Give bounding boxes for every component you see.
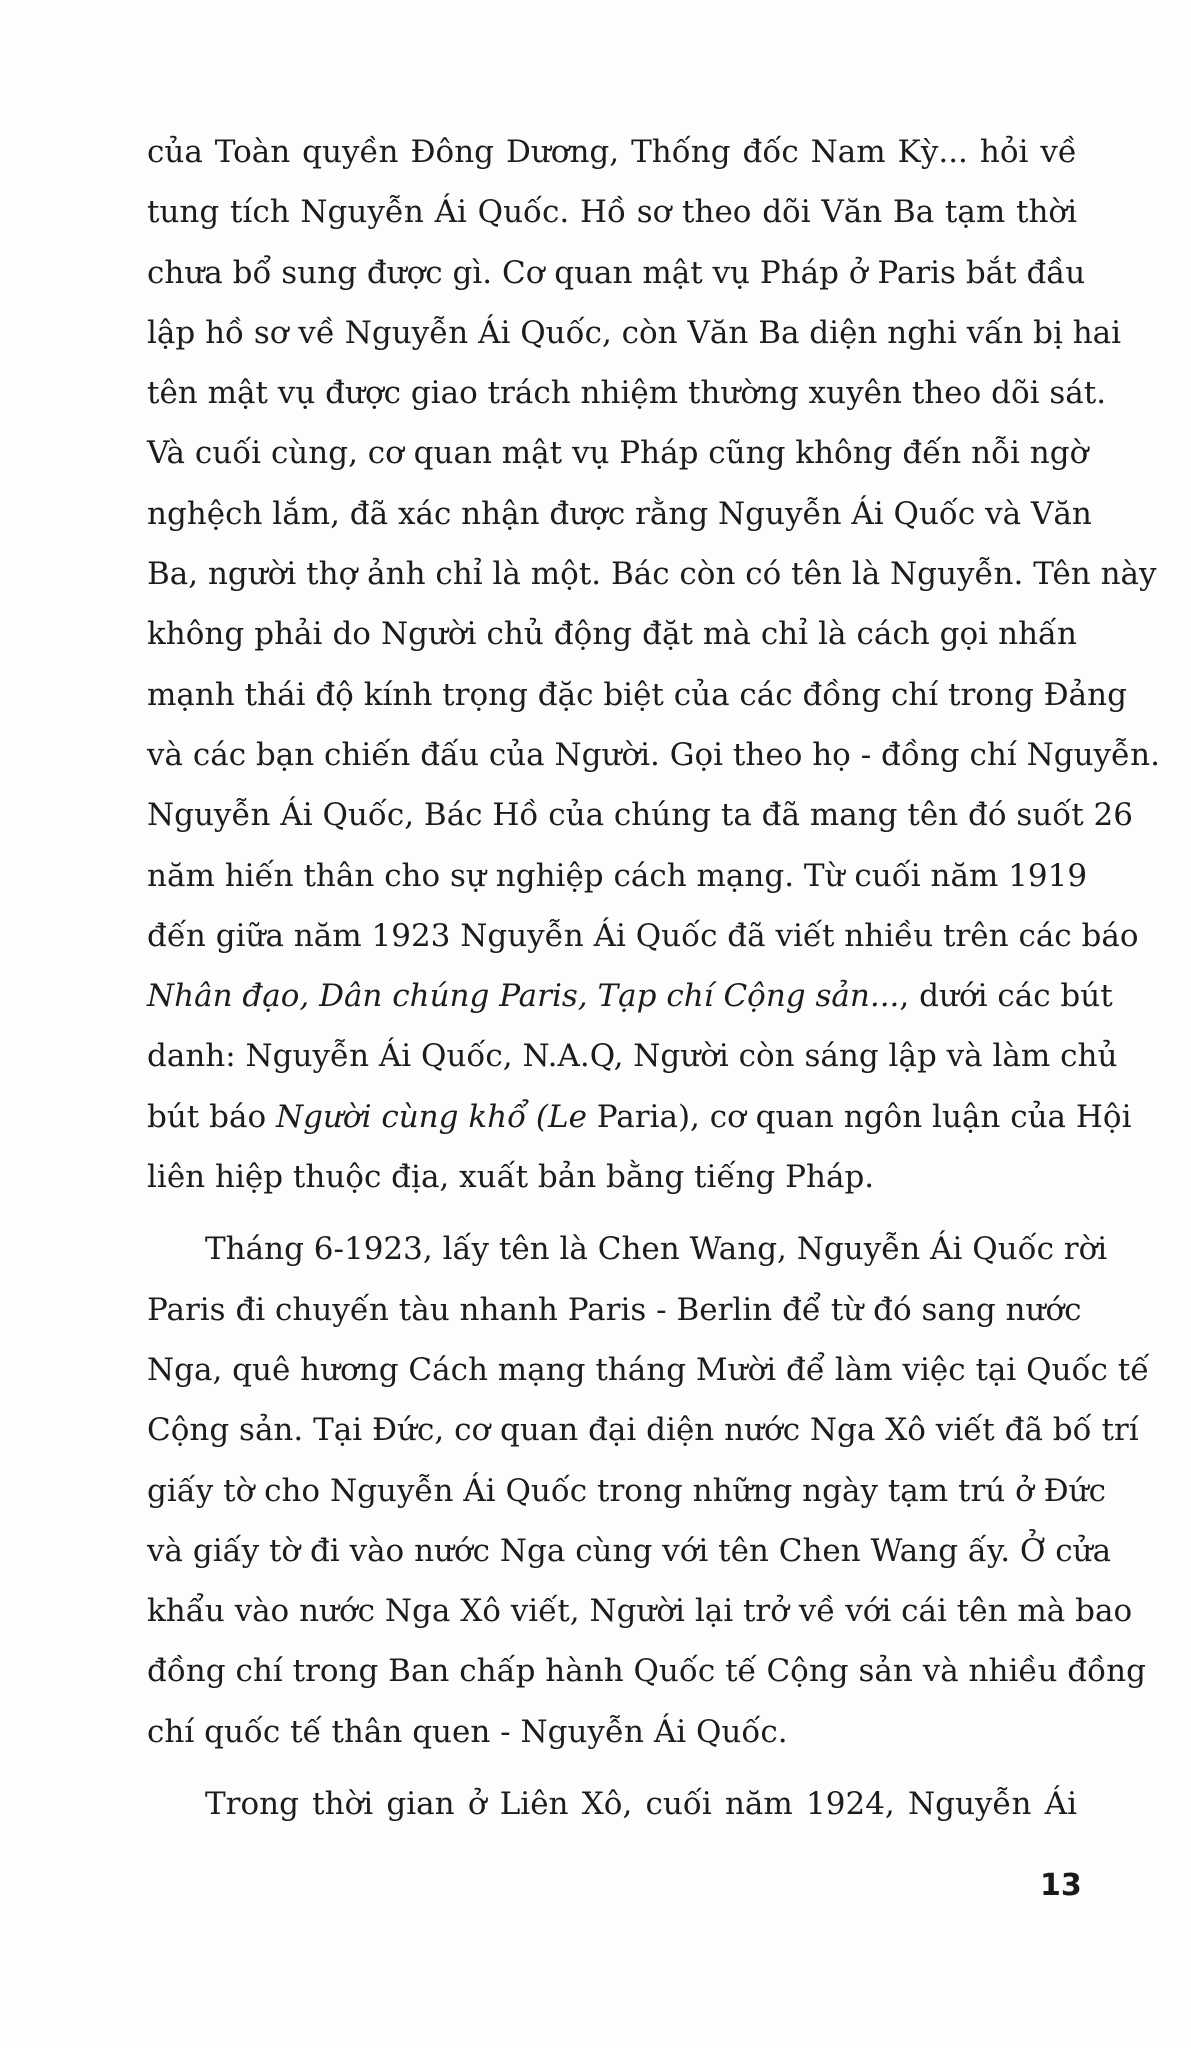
text-line: đến giữa năm 1923 Nguyễn Ái Quốc đã viết nhiều trên các báo — [147, 917, 1139, 954]
text-line: Ba, người thợ ảnh chỉ là một. Bác còn có tên là Nguyễn. Tên này — [147, 556, 1157, 593]
text-line — [147, 1087, 1132, 1147]
text-line: và giấy tờ đi vào nước Nga cùng với tên Chen Wang ấy. Ở cửa — [147, 1532, 1112, 1569]
body-text — [147, 122, 1160, 1834]
text-line: khẩu vào nước Nga Xô viết, Người lại trở về với cái tên mà bao — [147, 1593, 1133, 1630]
text-line: tên mật vụ được giao trách nhiệm thường xuyên theo dõi sát. — [147, 375, 1107, 412]
text-line: năm hiến thân cho sự nghiệp cách mạng. Từ cuối năm 1919 — [147, 857, 1088, 894]
text-line: Và cuối cùng, cơ quan mật vụ Pháp cũng không đến nỗi ngờ — [147, 435, 1089, 472]
text-line: liên hiệp thuộc địa, xuất bản bằng tiếng Pháp. — [147, 1159, 875, 1196]
text-line: Paris đi chuyến tàu nhanh Paris - Berlin để từ đó sang nước — [147, 1291, 1082, 1328]
text-line: chí quốc tế thân quen - Nguyễn Ái Quốc. — [147, 1713, 788, 1750]
text-segment: Tháng 6-1923, lấy tên là Chen Wang, Nguyễn Ái Quốc rời — [205, 1231, 1108, 1268]
text-segment: , dưới các bút — [899, 978, 1113, 1015]
text-segment: Trong thời gian ở Liên Xô, cuối năm 1924, Nguyễn Ái — [205, 1786, 1077, 1823]
paragraph-first-line — [147, 1774, 1077, 1834]
paragraph-first-line — [147, 1219, 1108, 1279]
text-line: lập hồ sơ về Nguyễn Ái Quốc, còn Văn Ba diện nghi vấn bị hai — [147, 314, 1122, 351]
text-line: tung tích Nguyễn Ái Quốc. Hồ sơ theo dõi Văn Ba tạm thời — [147, 194, 1077, 231]
text-line: nghệch lắm, đã xác nhận được rằng Nguyễn Ái Quốc và Văn — [147, 495, 1092, 532]
text-line: và các bạn chiến đấu của Người. Gọi theo họ - đồng chí Nguyễn. — [147, 736, 1160, 773]
text-line: Nga, quê hương Cách mạng tháng Mười để làm việc tại Quốc tế — [147, 1351, 1150, 1388]
text-line: không phải do Người chủ động đặt mà chỉ là cách gọi nhấn — [147, 616, 1077, 653]
text-line: Cộng sản. Tại Đức, cơ quan đại diện nước Nga Xô viết đã bố trí — [147, 1412, 1139, 1449]
text-line — [147, 966, 1113, 1026]
text-segment: bút báo — [147, 1098, 276, 1135]
italic-newspaper-name: Người cùng khổ (Le — [275, 1098, 587, 1135]
text-line: đồng chí trong Ban chấp hành Quốc tế Cộng sản và nhiều đồng — [147, 1653, 1146, 1690]
text-line: chưa bổ sung được gì. Cơ quan mật vụ Pháp ở Paris bắt đầu — [147, 254, 1086, 291]
text-line: Nguyễn Ái Quốc, Bác Hồ của chúng ta đã mang tên đó suốt 26 — [147, 797, 1133, 834]
italic-publication-names: Nhân đạo, Dân chúng Paris, Tạp chí Cộng sản... — [147, 978, 900, 1015]
text-line: giấy tờ cho Nguyễn Ái Quốc trong những ngày tạm trú ở Đức — [147, 1472, 1106, 1509]
text-line: danh: Nguyễn Ái Quốc, N.A.Q, Người còn sáng lập và làm chủ — [147, 1038, 1118, 1075]
text-segment: Paria), cơ quan ngôn luận của Hội — [586, 1098, 1132, 1135]
page-number: 13 — [1040, 1868, 1082, 1903]
text-line: mạnh thái độ kính trọng đặc biệt của các đồng chí trong Đảng — [147, 676, 1127, 713]
text-line: của Toàn quyền Đông Dương, Thống đốc Nam Kỳ... hỏi về — [147, 134, 1077, 170]
